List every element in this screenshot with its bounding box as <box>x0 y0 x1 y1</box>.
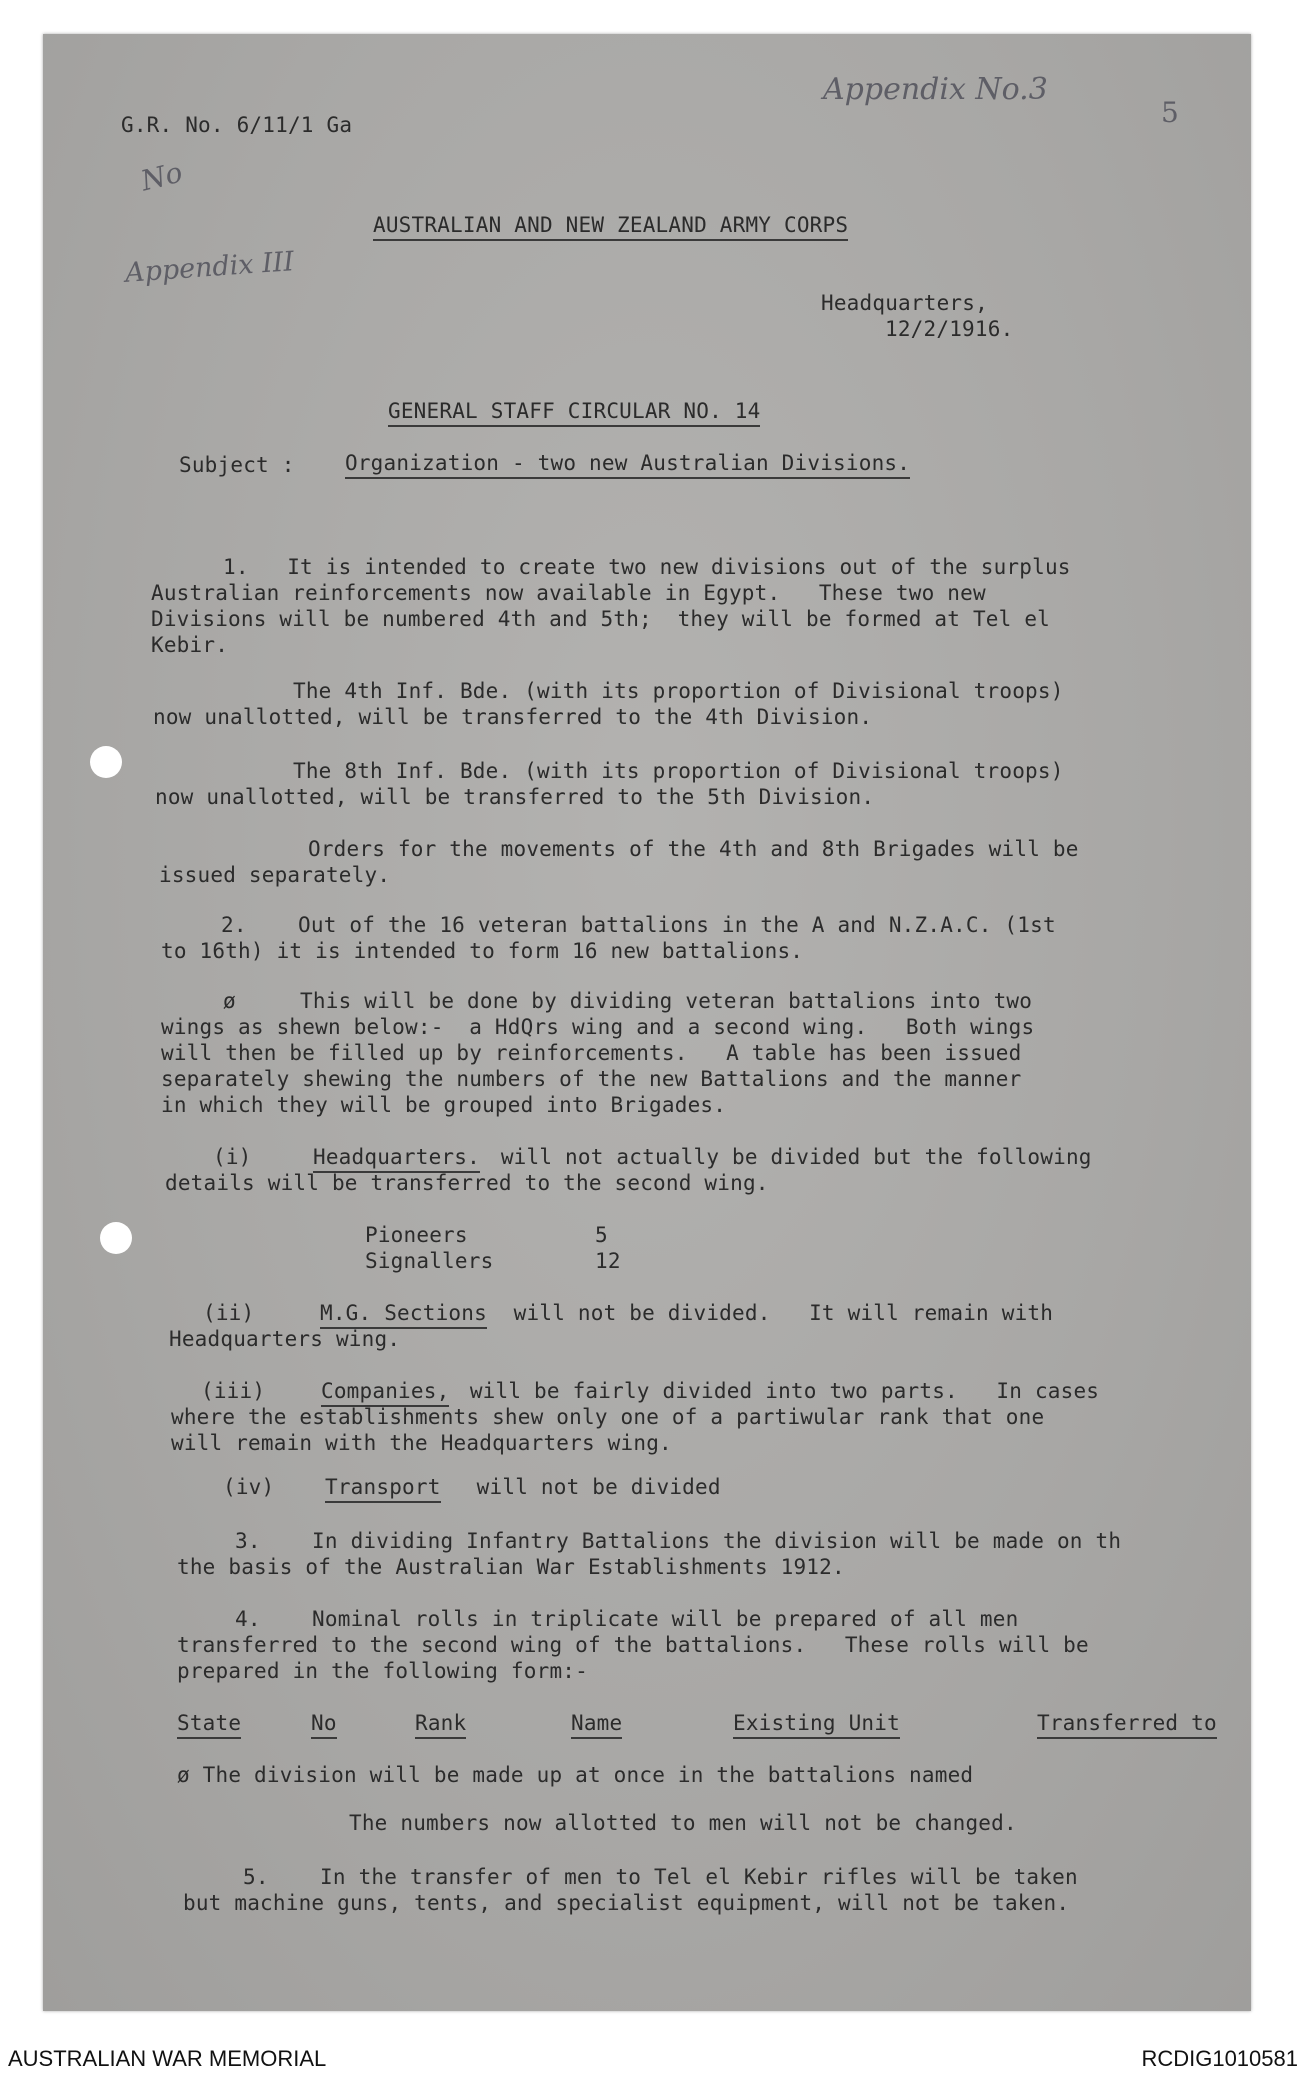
no-annotation: No <box>137 155 186 198</box>
note-line1: ø The division will be made up at once in the battalions named <box>177 1763 974 1787</box>
item-i-number: (i) <box>213 1145 252 1169</box>
headquarters-label: Headquarters, <box>821 291 988 315</box>
para6-line4: separately shewing the numbers of the new Battalions and the manner <box>161 1067 1022 1091</box>
pioneers-value: 5 <box>595 1223 608 1247</box>
page-number: 5 <box>1161 96 1179 129</box>
item-ii-number: (ii) <box>203 1301 255 1325</box>
para5-line2: to 16th) it is intended to form 16 new battalions. <box>161 939 804 963</box>
para3-line1: The 8th Inf. Bde. (with its proportion of Divisional troops) <box>293 759 1064 783</box>
column-existing-unit: Existing Unit <box>733 1710 900 1739</box>
pioneers-label: Pioneers <box>365 1223 468 1247</box>
document-date: 12/2/1916. <box>885 317 1014 341</box>
column-no: No <box>311 1710 337 1739</box>
para4-line2: issued separately. <box>159 863 391 887</box>
para3-line2: now unallotted, will be transferred to the 5th Division. <box>155 785 875 809</box>
para9-line2: but machine guns, tents, and specialist equipment, will not be taken. <box>183 1891 1070 1915</box>
para6-line2: wings as shewn below:- a HdQrs wing and a second wing. Both wings <box>161 1015 1035 1039</box>
para1-line1: 1. It is intended to create two new divisions out of the surplus <box>223 555 1071 579</box>
note-line2: The numbers now allotted to men will not be changed. <box>349 1811 1017 1835</box>
para6-line1: ø This will be done by dividing veteran battalions into two <box>223 989 1033 1013</box>
item-iii-heading: Companies, <box>321 1378 449 1407</box>
footer-source: AUSTRALIAN WAR MEMORIAL <box>8 2046 327 2071</box>
corps-title: AUSTRALIAN AND NEW ZEALAND ARMY CORPS <box>373 212 848 241</box>
item-i-heading: Headquarters. <box>313 1144 480 1173</box>
punch-hole <box>90 746 122 778</box>
para6-line5: in which they will be grouped into Brigades. <box>161 1093 727 1117</box>
appendix-left-annotation: Appendix III <box>124 246 296 289</box>
para2-line1: The 4th Inf. Bde. (with its proportion of Divisional troops) <box>293 679 1064 703</box>
para1-line3: Divisions will be numbered 4th and 5th; they will be formed at Tel el <box>151 607 1051 631</box>
item-iv-heading: Transport <box>325 1474 441 1503</box>
reference-number: G.R. No. 6/11/1 Ga <box>121 113 353 137</box>
para8-line3: prepared in the following form:- <box>177 1659 588 1683</box>
para9-line1: 5. In the transfer of men to Tel el Kebir rifles will be taken <box>243 1865 1078 1889</box>
item-iii-text: will be fairly divided into two parts. In cases <box>457 1379 1100 1403</box>
item-iv-number: (iv) <box>223 1475 275 1499</box>
para1-line2: Australian reinforcements now available in Egypt. These two new <box>151 581 986 605</box>
item-ii-text: will not be divided. It will remain with <box>488 1301 1054 1325</box>
item-iii-line3: will remain with the Headquarters wing. <box>171 1431 672 1455</box>
item-i-line2: details will be transferred to the second wing. <box>165 1171 769 1195</box>
para4-line1: Orders for the movements of the 4th and 8th Brigades will be <box>308 837 1079 861</box>
para7-line1: 3. In dividing Infantry Battalions the division will be made on th <box>235 1529 1122 1553</box>
para1-line4: Kebir. <box>151 633 229 657</box>
footer-id: RCDIG1010581 <box>1141 2046 1298 2071</box>
column-name: Name <box>571 1710 622 1739</box>
para2-line2: now unallotted, will be transferred to the 4th Division. <box>153 705 873 729</box>
signallers-value: 12 <box>595 1249 621 1273</box>
document-sheet <box>43 34 1251 2011</box>
column-rank: Rank <box>415 1710 466 1739</box>
column-transferred-to: Transferred to <box>1037 1710 1217 1739</box>
para5-line1: 2. Out of the 16 veteran battalions in the A and N.Z.A.C. (1st <box>221 913 1056 937</box>
subject-label: Subject : <box>179 453 295 477</box>
subject-text: Organization - two new Australian Divisions. <box>345 450 910 479</box>
para8-line1: 4. Nominal rolls in triplicate will be prepared of all men <box>235 1607 1019 1631</box>
item-ii-heading: M.G. Sections <box>320 1300 487 1329</box>
para7-line2: the basis of the Australian War Establishments 1912. <box>177 1555 845 1579</box>
para8-line2: transferred to the second wing of the battalions. These rolls will be <box>177 1633 1089 1657</box>
item-i-text: will not actually be divided but the following <box>488 1145 1092 1169</box>
item-ii-line2: Headquarters wing. <box>169 1327 401 1351</box>
appendix-annotation: Appendix No.3 <box>823 72 1048 107</box>
column-state: State <box>177 1710 241 1739</box>
para6-line3: will then be filled up by reinforcements. A table has been issued <box>161 1041 1022 1065</box>
signallers-label: Signallers <box>365 1249 494 1273</box>
punch-hole <box>100 1222 132 1254</box>
item-iii-number: (iii) <box>201 1379 266 1403</box>
item-iv-text: will not be divided <box>451 1475 721 1499</box>
circular-title: GENERAL STAFF CIRCULAR NO. 14 <box>388 398 760 427</box>
item-iii-line2: where the establishments shew only one of a partiwular rank that one <box>171 1405 1045 1429</box>
